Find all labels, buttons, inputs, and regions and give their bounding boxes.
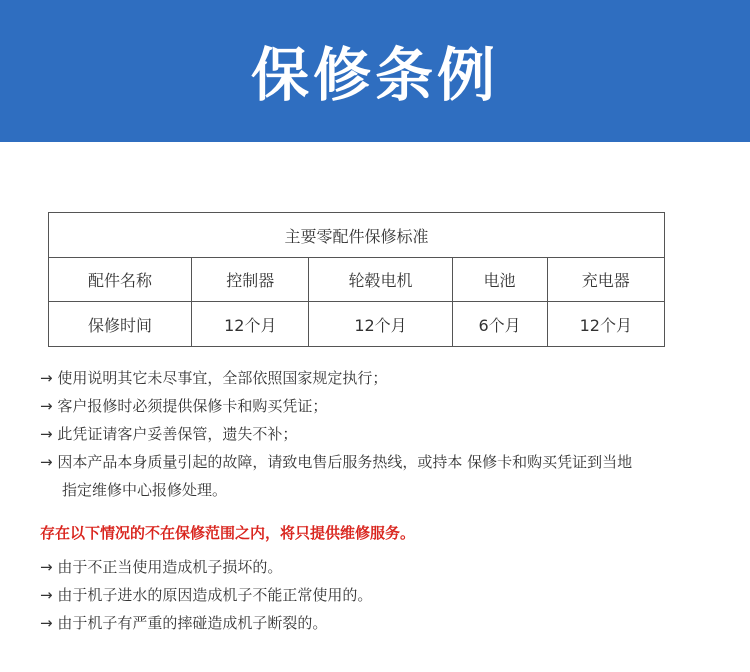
page-title: 保修条例 <box>250 41 499 109</box>
exclusion-item: → 由于机子有严重的摔碰造成机子断裂的。 <box>40 614 328 632</box>
exclusion-item: → 由于不正当使用造成机子损坏的。 <box>40 558 283 576</box>
table-title-row <box>49 213 665 258</box>
warranty-table <box>48 212 665 347</box>
table-cell: 6个月 <box>452 302 547 347</box>
table-cell: 配件名称 <box>49 258 192 302</box>
note-item: → 使用说明其它未尽事宜，全部依照国家规定执行； <box>40 369 388 387</box>
table-cell: 轮毂电机 <box>309 258 452 302</box>
note-item: → 因本产品本身质量引起的故障，请致电售后服务热线，或持本 保修卡和购买凭证到当地 <box>40 453 633 471</box>
table-cell: 12个月 <box>547 302 664 347</box>
table-row <box>49 302 665 347</box>
table-cell: 12个月 <box>192 302 309 347</box>
warning-text: 存在以下情况的不在保修范围之内，将只提供维修服务。 <box>40 524 416 542</box>
note-item: → 此凭证请客户妥善保管，遗失不补； <box>40 425 298 443</box>
table-cell: 电池 <box>452 258 547 302</box>
exclusions-list <box>40 553 720 637</box>
notes-list <box>40 364 720 504</box>
table-cell: 控制器 <box>192 258 309 302</box>
table-title: 主要零配件保修标准 <box>49 213 665 258</box>
note-item-continuation: 指定维修中心报修处理。 <box>62 481 228 499</box>
table-cell: 保修时间 <box>49 302 192 347</box>
table-cell: 12个月 <box>309 302 452 347</box>
table-header-row <box>49 258 665 302</box>
exclusion-item: → 由于机子进水的原因造成机子不能正常使用的。 <box>40 586 373 604</box>
title-banner <box>0 0 750 142</box>
note-item: → 客户报修时必须提供保修卡和购买凭证； <box>40 397 328 415</box>
table-cell: 充电器 <box>547 258 664 302</box>
